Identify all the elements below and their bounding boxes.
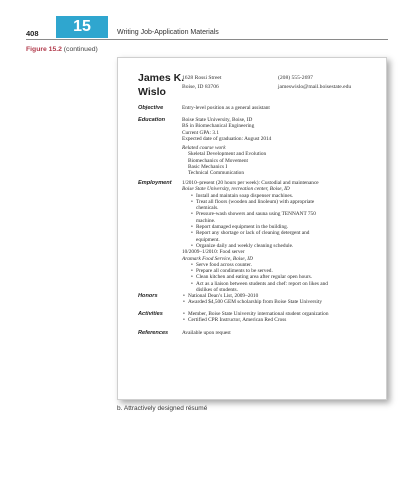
resume-name-first: James K. <box>138 72 185 84</box>
job-duty-continued: equipment. <box>196 236 220 243</box>
activities-content <box>182 311 378 324</box>
resume-sheet <box>117 57 387 400</box>
references-content <box>182 330 378 336</box>
job-title: 10/2009–1/2010: Food server <box>182 249 245 256</box>
job-duty: • Prepare all condiments to be served. <box>182 268 378 274</box>
job-duty: • Organize daily and weekly cleaning schedule. <box>182 243 378 249</box>
coursework-item: Biomechanics of Movement <box>188 157 249 164</box>
references-label: References <box>138 330 169 336</box>
address-street: 1628 Rossi Street <box>182 75 222 81</box>
running-title: Writing Job-Application Materials <box>117 29 219 36</box>
job-duty: • Install and maintain soap dispenser machines. <box>182 193 378 199</box>
email-address: jameswislo@mail.boisestate.edu <box>278 84 352 90</box>
job-duty: • Report damaged equipment in the building. <box>182 224 378 230</box>
activity-item: • Member, Boise State University international student organization <box>182 311 378 317</box>
resume-name-last: Wislo <box>138 86 166 98</box>
objective-content <box>182 105 378 111</box>
phone-number: (208) 555-2697 <box>278 75 313 81</box>
job-employer: Aramark Food Service, Boise, ID <box>182 255 253 262</box>
honors-content <box>182 293 378 306</box>
figure-continued: (continued) <box>63 46 98 53</box>
employment-label: Employment <box>138 180 172 186</box>
figure-caption: b. Attractively designed résumé <box>117 405 208 412</box>
employment-content <box>182 180 378 293</box>
chapter-number-badge: 15 <box>56 16 108 38</box>
job-duty: • Pressure-wash showers and sauna using TENNANT 750 <box>182 211 378 217</box>
job-duty: • Serve food across counter. <box>182 262 378 268</box>
figure-label <box>26 46 98 53</box>
honor-item: • Awarded $4,500 GEM scholarship from Boise State University <box>182 299 378 305</box>
activity-item: • Certified CPR Instructor, American Red Cross <box>182 317 378 323</box>
header-divider <box>26 39 388 40</box>
job-duty: • Act as a liaison between students and chef: report on likes and <box>182 281 378 287</box>
objective-text: Entry-level position as a general assistant <box>182 105 270 111</box>
coursework-item: Skeletal Development and Evolution <box>188 151 267 158</box>
job-duty-continued: dislikes of students. <box>196 287 238 294</box>
education-line: Current GPA: 3.1 <box>182 129 220 136</box>
address-city: Boise, ID 83706 <box>182 84 219 90</box>
job-employer: Boise State University, recreation center, Boise, ID <box>182 186 290 193</box>
honors-label: Honors <box>138 293 158 299</box>
coursework-item: Technical Communication <box>188 170 244 177</box>
education-line: Expected date of graduation: August 2014 <box>182 135 272 142</box>
job-duty: • Treat all floors (wooden and linoleum) with appropriate <box>182 199 378 205</box>
job-duty: • Report any shortage or lack of cleaning detergent and <box>182 230 378 236</box>
job-duty-continued: chemicals. <box>196 205 219 212</box>
job-duty-continued: machine. <box>196 217 216 224</box>
page-number: 408 <box>26 29 39 38</box>
education-content <box>182 117 378 177</box>
education-label: Education <box>138 117 166 123</box>
coursework-item: Basic Mechanics I <box>188 164 228 171</box>
coursework-heading: Related course work <box>182 145 226 152</box>
references-text: Available upon request <box>182 330 231 336</box>
education-line: Boise State University, Boise, ID <box>182 117 253 123</box>
education-line: BS in Biomechanical Engineering <box>182 123 255 130</box>
figure-number: Figure 15.2 <box>26 46 62 53</box>
job-title: 1/2010–present (20 hours per week): Custodial and maintenance <box>182 180 319 186</box>
activities-label: Activities <box>138 311 163 317</box>
job-duty: • Clean kitchen and eating area after regular open hours. <box>182 274 378 280</box>
honor-item: • National Dean’s List, 2009–2010 <box>182 293 378 299</box>
objective-label: Objective <box>138 105 164 111</box>
